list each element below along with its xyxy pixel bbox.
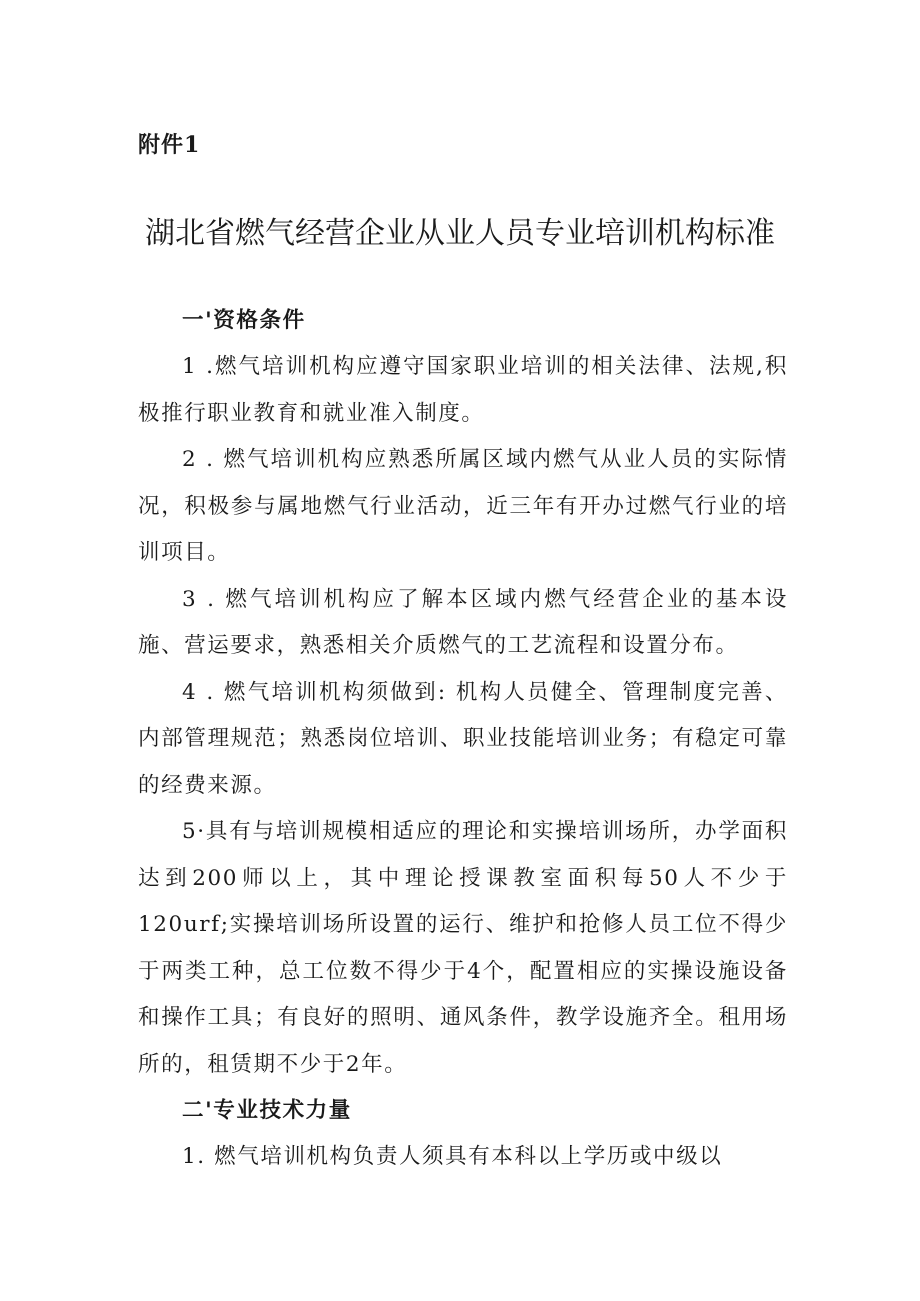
paragraph: 2 . 燃气培训机构应熟悉所属区域内燃气从业人员的实际情况，积极参与属地燃气行业活动，近三年有开办过燃气行业的培训项目。 (138, 447, 788, 565)
paragraph: 1 .燃气培训机构应遵守国家职业培训的相关法律、法规,积极推行职业教育和就业准入制度。 (138, 354, 788, 426)
document-title: 湖北省燃气经营企业从业人员专业培训机构标准 (145, 216, 775, 251)
attachment-label: 附件1 (138, 132, 201, 158)
paragraph: 4 . 燃气培训机构须做到: 机构人员健全、管理制度完善、内部管理规范；熟悉岗位培训、职业技能培训业务；有稳定可靠的经费来源。 (138, 679, 788, 798)
paragraph: 5·具有与培训规模相适应的理论和实操培训场所，办学面积达到200师以上，其中理论授课教室面积每50人不少于120urf;实操培训场所设置的运行、维护和抢修人员工位不得少于两类工种，总工位数不得少于4个，配置相应的实操设施设备和操作工具；有良好的照明、通风条件，教学设施齐全。租用场所的，租赁期不少于2年。 (138, 819, 788, 1077)
section-qualifications (138, 298, 788, 1088)
paragraph: 3 . 燃气培训机构应了解本区域内燃气经营企业的基本设施、营运要求，熟悉相关介质燃气的工艺流程和设置分布。 (138, 586, 788, 658)
section-heading: 一'资格条件 (182, 308, 306, 333)
paragraph: 1. 燃气培训机构负责人须具有本科以上学历或中级以 (182, 1144, 723, 1169)
section-technical-strength (138, 1088, 788, 1181)
section-heading: 二'专业技术力量 (182, 1098, 352, 1123)
document-body (138, 298, 788, 1181)
